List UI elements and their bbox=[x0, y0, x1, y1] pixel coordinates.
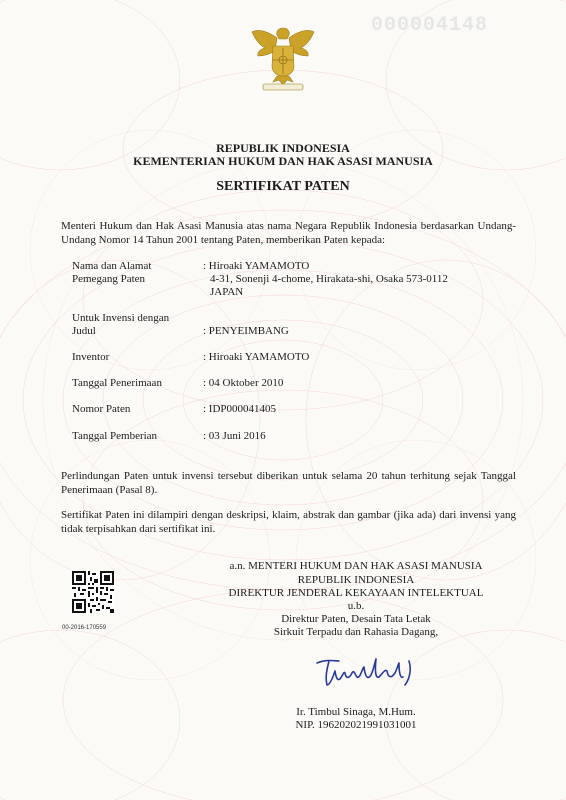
grant-date-value: : 03 Juni 2016 bbox=[203, 430, 266, 442]
signatory-name: Ir. Timbul Sinaga, M.Hum. bbox=[296, 706, 416, 718]
grant-date-label: Tanggal Pemberian bbox=[72, 430, 158, 442]
country-heading: REPUBLIK INDONESIA bbox=[216, 141, 350, 155]
signatory-line3: DIREKTUR JENDERAL KEKAYAAN INTELEKTUAL bbox=[228, 587, 484, 599]
signatory-line5: Direktur Paten, Desain Tata Letak bbox=[281, 613, 431, 625]
protection-paragraph: Perlindungan Paten untuk invensi tersebut diberikan untuk selama 20 tahun terhitung sejak Tanggal Penerimaan (Pasal 8). bbox=[61, 470, 516, 496]
inventor-value: : Hiroaki YAMAMOTO bbox=[203, 351, 310, 363]
certificate-title: SERTIFIKAT PATEN bbox=[216, 179, 350, 194]
holder-label-line1: Nama dan Alamat bbox=[72, 260, 152, 272]
garuda-emblem-icon bbox=[249, 22, 317, 92]
handwritten-signature-icon bbox=[313, 655, 421, 691]
holder-name: : Hiroaki YAMAMOTO bbox=[203, 260, 310, 272]
patent-number-value: : IDP000041405 bbox=[203, 403, 277, 415]
holder-address-line2: JAPAN bbox=[210, 286, 244, 298]
invention-label-line1: Untuk Invensi dengan bbox=[72, 312, 170, 324]
patent-number-label: Nomor Paten bbox=[72, 403, 131, 415]
filing-date-value: : 04 Oktober 2010 bbox=[203, 377, 284, 389]
attachment-paragraph: Sertifikat Paten ini dilampiri dengan deskripsi, klaim, abstrak dan gambar (jika ada) dari invensi yang tidak terpisahkan dari sertifikat ini. bbox=[61, 509, 516, 535]
intro-paragraph: Menteri Hukum dan Hak Asasi Manusia atas nama Negara Republik Indonesia berdasarkan Undang-Undang Nomor 14 Tahun 2001 tentang Paten, memberikan Paten kepada: bbox=[61, 220, 516, 246]
inventor-label: Inventor bbox=[72, 351, 110, 363]
ministry-heading: KEMENTERIAN HUKUM DAN HAK ASASI MANUSIA bbox=[133, 154, 433, 168]
signatory-line1: a.n. MENTERI HUKUM DAN HAK ASASI MANUSIA bbox=[229, 560, 483, 572]
serial-number: 000004148 bbox=[370, 14, 488, 37]
invention-title-value: : PENYEIMBANG bbox=[203, 325, 289, 337]
signatory-line2: REPUBLIK INDONESIA bbox=[297, 574, 415, 586]
filing-date-label: Tanggal Penerimaan bbox=[72, 377, 162, 389]
invention-label-line2: Judul bbox=[72, 325, 96, 337]
holder-label-line2: Pemegang Paten bbox=[72, 273, 146, 285]
signatory-line6: Sirkuit Terpadu dan Rahasia Dagang, bbox=[273, 626, 439, 638]
qr-code-number: 00-2016-170559 bbox=[62, 625, 107, 631]
signatory-line4: u.b. bbox=[347, 600, 365, 612]
signatory-nip: NIP. 196202021991031001 bbox=[295, 719, 417, 731]
qr-code-icon bbox=[72, 571, 114, 613]
holder-address-line1: 4-31, Sonenji 4-chome, Hirakata-shi, Osaka 573-0112 bbox=[210, 273, 448, 285]
